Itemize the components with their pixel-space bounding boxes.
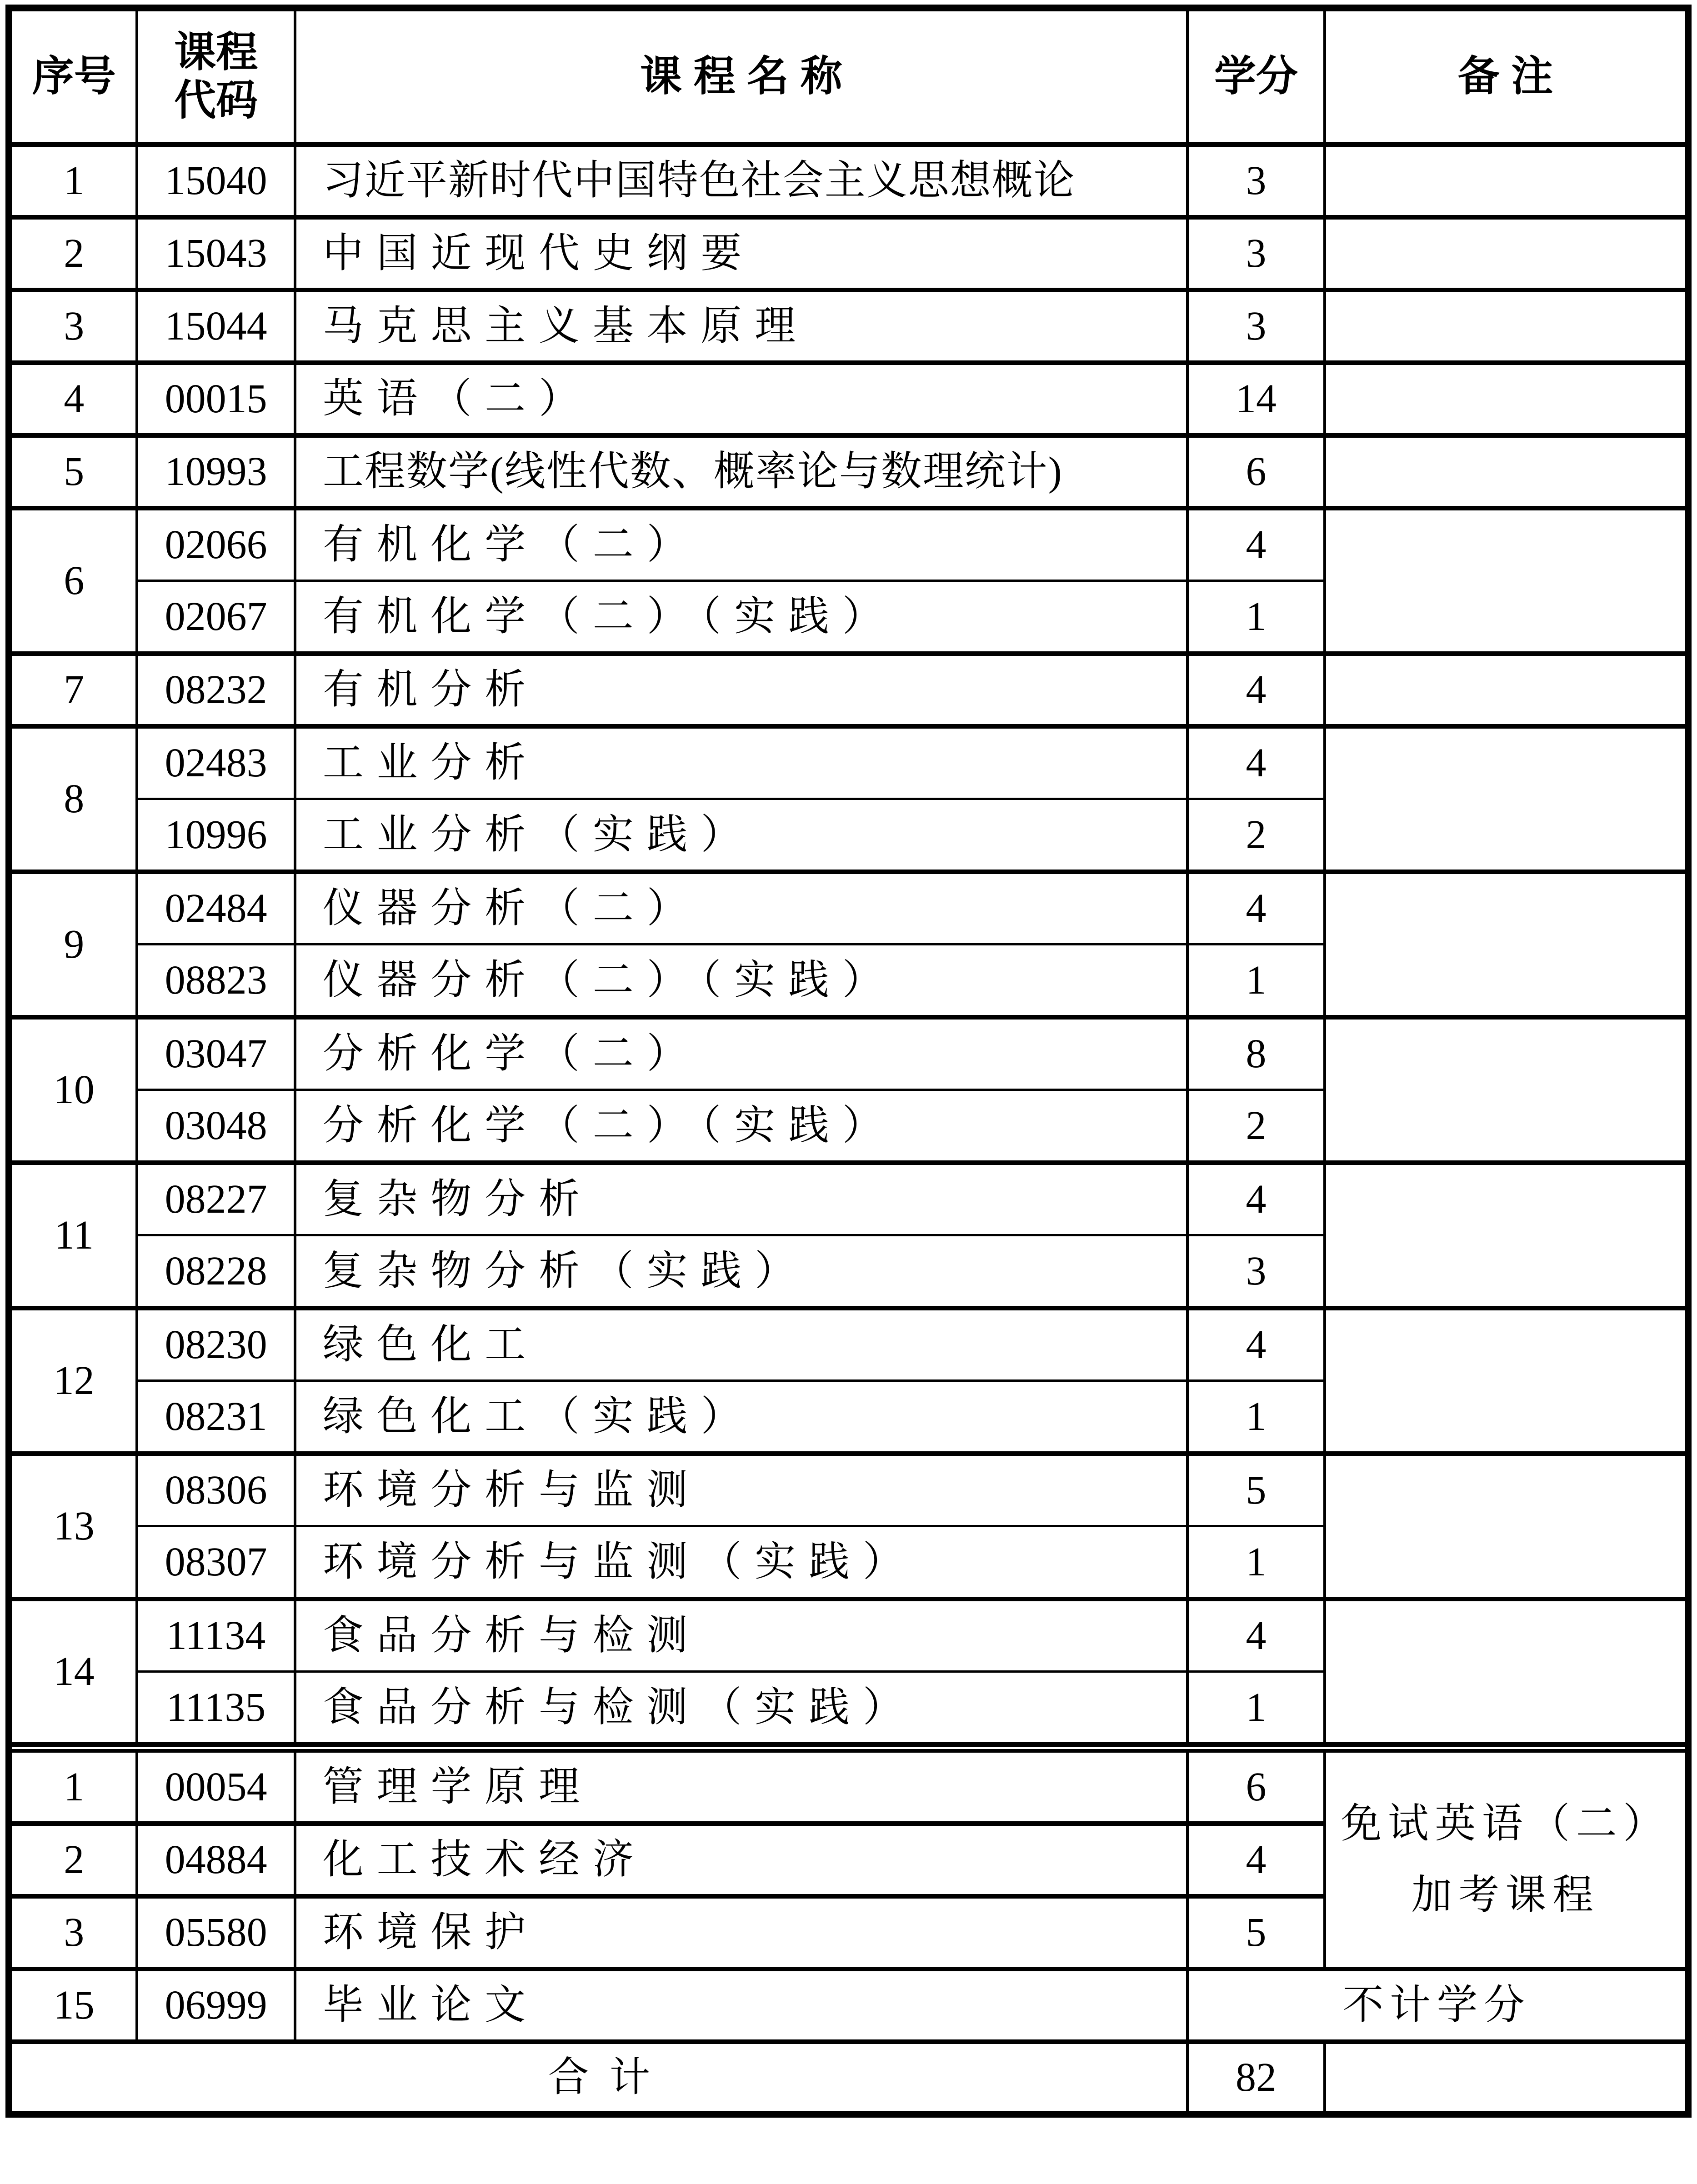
course-row [9,145,1688,217]
name-cell: 有机化学（二） [295,508,1187,581]
credit-cell: 1 [1187,1672,1325,1744]
note-cell-exemption [1325,1751,1688,1969]
name-cell: 环境分析与监测 [295,1454,1187,1526]
course-row [9,1454,1688,1526]
name-cell: 化工技术经济 [295,1824,1187,1896]
credit-cell: 2 [1187,1090,1325,1163]
note-cell [1325,1017,1688,1163]
name-cell: 中国近现代史纲要 [295,217,1187,290]
note-cell [1325,872,1688,1017]
col-header-seq: 序号 [9,8,137,145]
name-cell: 复杂物分析 [295,1163,1187,1235]
code-cell: 02066 [137,508,295,581]
code-cell: 15044 [137,290,295,363]
course-row [9,508,1688,581]
name-cell: 英语（二） [295,363,1187,435]
seq-cell: 6 [9,508,137,654]
seq-cell: 14 [9,1599,137,1744]
name-cell: 环境保护 [295,1896,1187,1969]
credit-cell: 4 [1187,726,1325,799]
name-cell: 毕业论文 [295,1969,1187,2042]
name-cell: 工业分析（实践） [295,799,1187,872]
code-cell: 03048 [137,1090,295,1163]
credit-cell: 3 [1187,290,1325,363]
seq-cell: 1 [9,145,137,217]
code-cell: 15040 [137,145,295,217]
seq-cell: 2 [9,217,137,290]
seq-cell: 11 [9,1163,137,1308]
course-row [9,1163,1688,1235]
code-cell: 08228 [137,1235,295,1308]
no-credit-note-cell: 不计学分 [1187,1969,1688,2042]
seq-cell: 9 [9,872,137,1017]
exemption-note-line2: 加考课程 [1411,1873,1600,1918]
code-cell: 11134 [137,1599,295,1672]
seq-cell: 10 [9,1017,137,1163]
name-cell: 仪器分析（二）（实践） [295,945,1187,1017]
section-divider-rule [9,1744,1688,1751]
note-cell [1325,1454,1688,1599]
name-cell: 绿色化工（实践） [295,1381,1187,1454]
seq-cell: 5 [9,435,137,508]
seq-cell: 4 [9,363,137,435]
code-cell: 00015 [137,363,295,435]
course-row [9,726,1688,799]
credit-cell: 1 [1187,1526,1325,1599]
note-cell [1325,1163,1688,1308]
course-row [9,1599,1688,1672]
seq-cell: 3 [9,1896,137,1969]
code-cell: 03047 [137,1017,295,1090]
exemption-note-line1: 免试英语（二） [1341,1801,1670,1846]
col-header-note: 备 注 [1325,8,1688,145]
course-row [9,363,1688,435]
code-cell: 06999 [137,1969,295,2042]
note-cell [1325,435,1688,508]
credit-cell: 4 [1187,1308,1325,1381]
code-cell: 02483 [137,726,295,799]
total-credits-cell: 82 [1187,2042,1325,2114]
name-cell: 马克思主义基本原理 [295,290,1187,363]
code-cell: 02484 [137,872,295,945]
name-cell: 绿色化工 [295,1308,1187,1381]
credit-cell: 1 [1187,945,1325,1017]
credit-cell: 1 [1187,581,1325,654]
code-cell: 02067 [137,581,295,654]
code-cell: 00054 [137,1751,295,1824]
code-cell: 08231 [137,1381,295,1454]
code-cell: 08232 [137,654,295,726]
code-cell: 11135 [137,1672,295,1744]
seq-cell: 1 [9,1751,137,1824]
credit-cell: 4 [1187,654,1325,726]
seq-cell: 2 [9,1824,137,1896]
name-cell: 复杂物分析（实践） [295,1235,1187,1308]
credit-cell: 3 [1187,217,1325,290]
seq-cell: 7 [9,654,137,726]
name-cell: 管理学原理 [295,1751,1187,1824]
credit-cell: 6 [1187,435,1325,508]
name-cell: 习近平新时代中国特色社会主义思想概论 [295,145,1187,217]
name-cell: 工程数学(线性代数、概率论与数理统计) [295,435,1187,508]
seq-cell: 3 [9,290,137,363]
credit-cell: 14 [1187,363,1325,435]
note-cell [1325,726,1688,872]
col-header-code-line2: 代码 [174,77,258,124]
name-cell: 食品分析与检测（实践） [295,1672,1187,1744]
name-cell: 工业分析 [295,726,1187,799]
name-cell: 仪器分析（二） [295,872,1187,945]
code-cell: 15043 [137,217,295,290]
section-divider [9,1744,1688,1751]
note-cell [1325,145,1688,217]
course-row [9,217,1688,290]
seq-cell: 15 [9,1969,137,2042]
note-cell [1325,363,1688,435]
course-row [9,290,1688,363]
name-cell: 有机分析 [295,654,1187,726]
credit-cell: 6 [1187,1751,1325,1824]
note-cell [1325,217,1688,290]
name-cell: 环境分析与监测（实践） [295,1526,1187,1599]
note-cell [1325,290,1688,363]
credit-cell: 4 [1187,508,1325,581]
name-cell: 分析化学（二）（实践） [295,1090,1187,1163]
note-cell [1325,2042,1688,2114]
code-cell: 04884 [137,1824,295,1896]
course-row [9,654,1688,726]
col-header-code [137,8,295,145]
course-row [9,872,1688,945]
seq-cell: 8 [9,726,137,872]
code-cell: 08227 [137,1163,295,1235]
name-cell: 分析化学（二） [295,1017,1187,1090]
total-label-cell: 合计 [9,2042,1188,2114]
credit-cell: 2 [1187,799,1325,872]
credit-cell: 4 [1187,872,1325,945]
code-cell: 08230 [137,1308,295,1381]
name-cell: 有机化学（二）（实践） [295,581,1187,654]
code-cell: 08823 [137,945,295,1017]
code-cell: 10996 [137,799,295,872]
col-header-code-line1: 课程 [174,29,258,75]
note-cell [1325,1599,1688,1744]
course-row [9,435,1688,508]
credit-cell: 5 [1187,1896,1325,1969]
course-row [9,1308,1688,1381]
note-cell [1325,1308,1688,1454]
credit-cell: 4 [1187,1163,1325,1235]
credit-cell: 1 [1187,1381,1325,1454]
course-row [9,1017,1688,1090]
code-cell: 10993 [137,435,295,508]
credit-cell: 8 [1187,1017,1325,1090]
col-header-credit: 学分 [1187,8,1325,145]
code-cell: 05580 [137,1896,295,1969]
code-cell: 08306 [137,1454,295,1526]
col-header-name: 课 程 名 称 [295,8,1187,145]
name-cell: 食品分析与检测 [295,1599,1187,1672]
seq-cell: 13 [9,1454,137,1599]
note-cell [1325,508,1688,654]
code-cell: 08307 [137,1526,295,1599]
note-cell [1325,654,1688,726]
total-row [9,2042,1688,2114]
credit-cell: 5 [1187,1454,1325,1526]
course-plan-table [5,5,1692,2118]
course-row [9,1751,1688,1824]
thesis-row [9,1969,1688,2042]
credit-cell: 4 [1187,1824,1325,1896]
credit-cell: 3 [1187,145,1325,217]
credit-cell: 3 [1187,1235,1325,1308]
seq-cell: 12 [9,1308,137,1454]
credit-cell: 4 [1187,1599,1325,1672]
table-header-row [9,8,1688,145]
